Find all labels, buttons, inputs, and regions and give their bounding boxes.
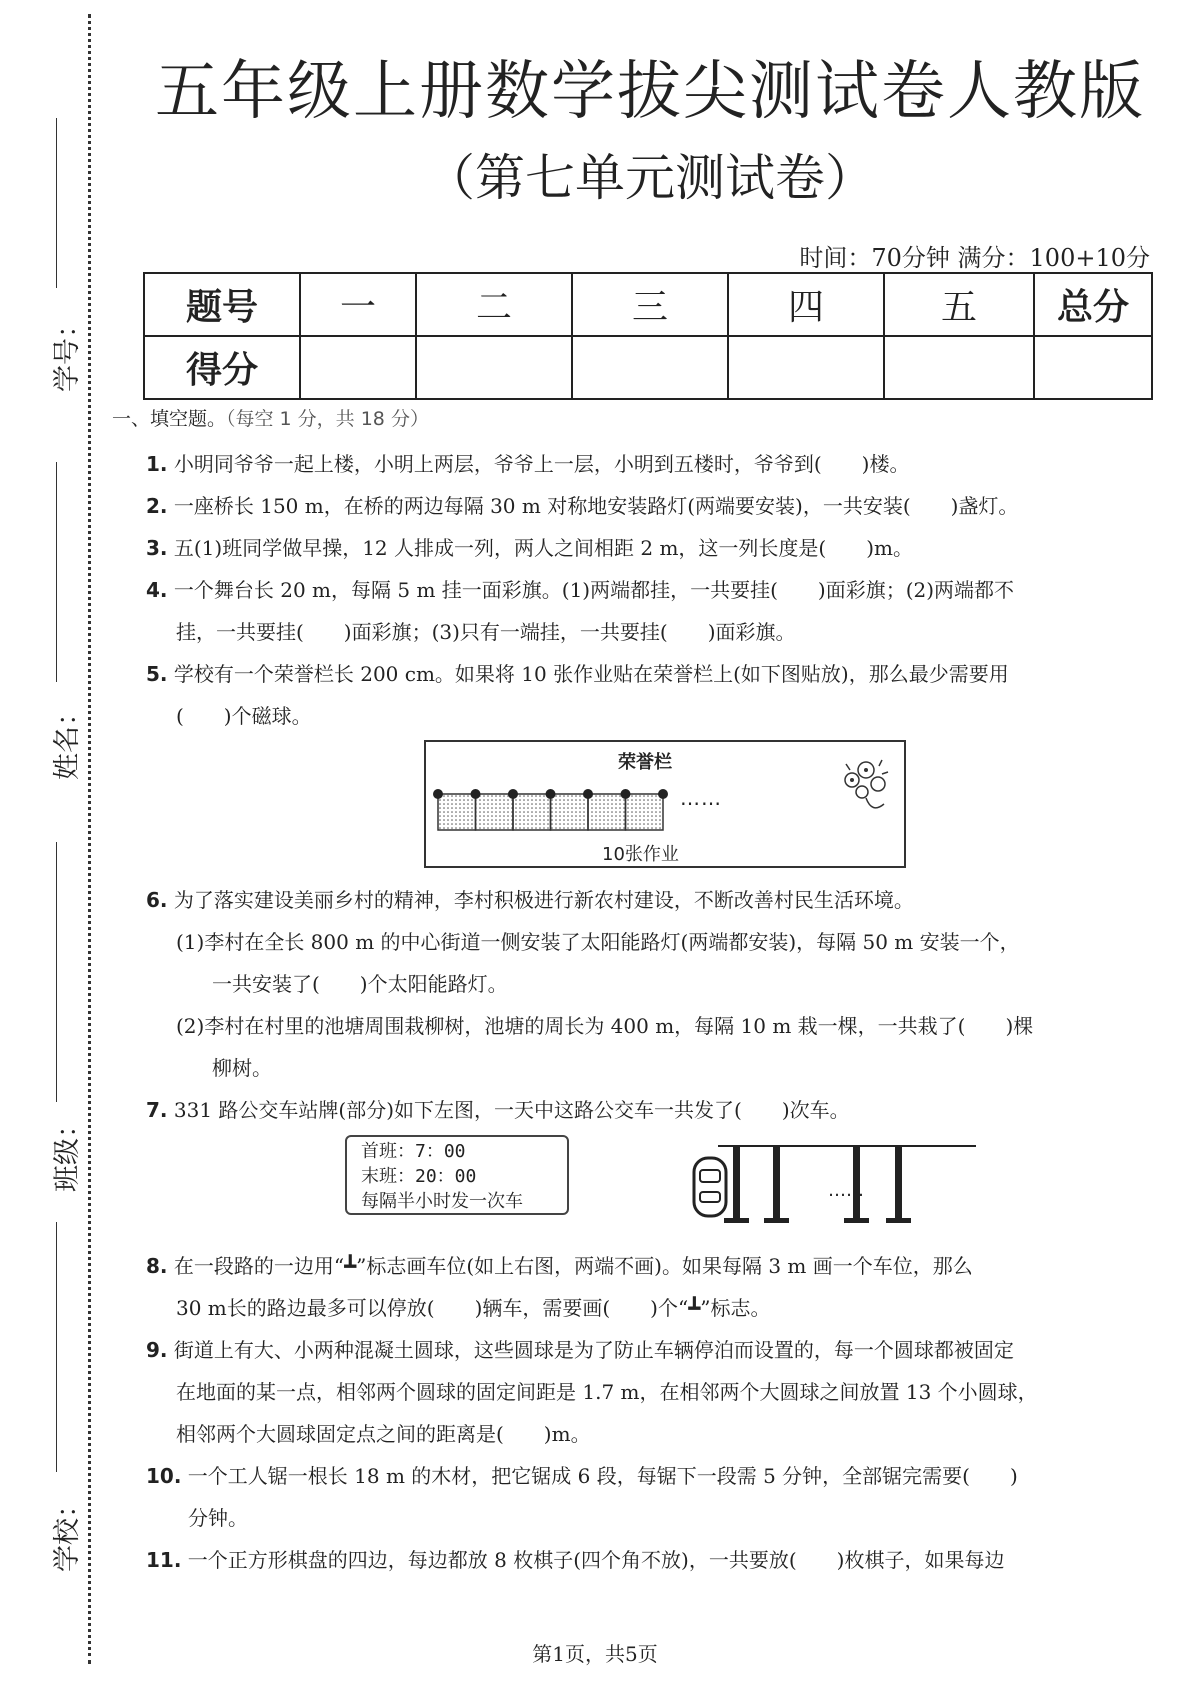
question-text: 为了落实建设美丽乡村的精神，李村积极进行新农村建设，不断改善村民生活环境。: [173, 888, 914, 912]
more-sheets-ellipsis: ……: [680, 786, 722, 810]
homework-sheet: [551, 794, 589, 830]
question-number: 4.: [146, 578, 168, 602]
parking-figure: [688, 1140, 978, 1230]
question-3: [146, 532, 913, 561]
question-number: 6.: [146, 888, 168, 912]
question-9: [146, 1334, 1014, 1363]
question-10: [146, 1460, 1018, 1489]
magnet: [583, 789, 593, 799]
question-number: 8.: [146, 1254, 168, 1278]
question-text: 331 路公交车站牌(部分)如下左图，一天中这路公交车一共发了( )次车。: [173, 1098, 850, 1122]
parking-marker: [724, 1146, 749, 1223]
parking-markers: [724, 1146, 911, 1223]
question-number: 10.: [146, 1464, 182, 1488]
page-number: 第1页，共5页: [532, 1642, 658, 1666]
question-1: [146, 448, 909, 477]
student-id-label: 学号：: [52, 311, 83, 392]
score-cell[interactable]: [728, 336, 884, 399]
question-number: 3.: [146, 536, 168, 560]
magnet: [508, 789, 518, 799]
question-4: [146, 574, 1014, 603]
score-cell[interactable]: [1034, 336, 1152, 399]
question-8: [146, 1250, 973, 1279]
score-header-cell: 五: [884, 273, 1034, 336]
flower-icon: [845, 760, 888, 808]
question-9-continued-2: 相邻两个大圆球固定点之间的距离是( )m。: [176, 1422, 591, 1446]
magnet: [471, 789, 481, 799]
question-number: 5.: [146, 662, 168, 686]
question-text: 一个工人锯一根长 18 m 的木材，把它锯成 6 段，每锯下一段需 5 分钟，全部锯完需要( ): [187, 1464, 1018, 1488]
honor-board-label: 荣誉栏: [618, 752, 672, 773]
question-number: 9.: [146, 1338, 168, 1362]
question-text: 一座桥长 150 m，在桥的两边每隔 30 m 对称地安装路灯(两端要安装)，一共安装( )盏灯。: [173, 494, 1019, 518]
score-header-cell: 总分: [1034, 273, 1152, 336]
score-header-cell: 一: [300, 273, 416, 336]
question-number: 2.: [146, 494, 168, 518]
question-5: [146, 658, 1009, 687]
section-title: 一、填空题。: [112, 408, 227, 430]
homework-sheet: [476, 794, 514, 830]
name-label: 姓名：: [52, 699, 83, 780]
question-2: [146, 490, 1018, 519]
score-cell[interactable]: [884, 336, 1034, 399]
last-bus-time: 末班：20：00: [361, 1166, 477, 1187]
question-number: 1.: [146, 452, 168, 476]
homework-sheet: [588, 794, 626, 830]
question-text: 学校有一个荣誉栏长 200 cm。如果将 10 张作业贴在荣誉栏上(如下图贴放)，那么最少需要用: [173, 662, 1009, 686]
score-table-header-row: [144, 273, 1152, 336]
magnet: [621, 789, 631, 799]
score-row-label: 得分: [144, 336, 300, 399]
name-line: [56, 462, 57, 682]
parking-ellipsis: ……: [828, 1180, 864, 1201]
question-9-continued: 在地面的某一点，相邻两个圆球的固定间距是 1.7 m，在相邻两个大圆球之间放置 13 个小圆球，: [176, 1380, 1038, 1404]
question-6: [146, 884, 914, 913]
homework-sheet: [438, 794, 476, 830]
question-6-part-1-continued: 一共安装了( )个太阳能路灯。: [212, 972, 508, 996]
homework-sheet: [513, 794, 551, 830]
score-header-cell: 三: [572, 273, 728, 336]
section-note: （每空 1 分，共 18 分）: [226, 408, 429, 430]
school-label: 学校：: [52, 1491, 83, 1572]
student-id-line: [56, 118, 57, 288]
question-text: 一个正方形棋盘的四边，每边都放 8 枚棋子(四个角不放)，一共要放( )枚棋子，如果每边: [187, 1548, 1005, 1572]
score-header-cell: 四: [728, 273, 884, 336]
score-header-cell: 题号: [144, 273, 300, 336]
class-line: [56, 842, 57, 1102]
page-title: 五年级上册数学拔尖测试卷人教版: [155, 55, 1145, 129]
score-header-cell: 二: [416, 273, 572, 336]
score-cell[interactable]: [300, 336, 416, 399]
binding-dotted-line: [88, 14, 91, 1664]
homework-sheets: [433, 789, 668, 830]
score-table: [143, 272, 1153, 400]
question-number: 7.: [146, 1098, 168, 1122]
car-icon: [694, 1158, 726, 1216]
question-6-part-2-continued: 柳树。: [212, 1056, 272, 1080]
first-bus-time: 首班：7：00: [361, 1141, 466, 1162]
magnet: [546, 789, 556, 799]
homework-sheet: [626, 794, 664, 830]
question-8-continued: 30 m长的路边最多可以停放( )辆车，需要画( )个“┻”标志。: [176, 1296, 771, 1320]
time-info: 时间：70分钟 满分：100+10分: [799, 244, 1150, 272]
score-table-row: [144, 336, 1152, 399]
question-10-continued: 分钟。: [188, 1506, 248, 1530]
magnet: [433, 789, 443, 799]
homework-caption: 10张作业: [602, 844, 679, 865]
question-text: 五(1)班同学做早操，12 人排成一列，两人之间相距 2 m，这一列长度是( )m。: [173, 536, 913, 560]
section-heading: [112, 404, 429, 431]
question-text: 在一段路的一边用“┻”标志画车位(如上右图，两端不画)。如果每隔 3 m 画一个车位，那么: [173, 1254, 973, 1278]
parking-marker: [764, 1146, 789, 1223]
bus-interval: 每隔半小时发一次车: [361, 1191, 523, 1212]
honor-board-figure: [424, 740, 906, 868]
score-cell[interactable]: [416, 336, 572, 399]
parking-marker: [886, 1146, 911, 1223]
question-text: 一个舞台长 20 m，每隔 5 m 挂一面彩旗。(1)两端都挂，一共要挂( )面彩旗；(2)两端都不: [173, 578, 1015, 602]
question-7: [146, 1094, 850, 1123]
question-11: [146, 1544, 1004, 1573]
question-text: 街道上有大、小两种混凝土圆球，这些圆球是为了防止车辆停泊而设置的，每一个圆球都被固定: [173, 1338, 1014, 1362]
school-line: [56, 1222, 57, 1472]
magnet: [658, 789, 668, 799]
question-6-part-1: (1)李村在全长 800 m 的中心街道一侧安装了太阳能路灯(两端都安装)，每隔 50 m 安装一个，: [176, 930, 1020, 954]
bus-stop-sign: [345, 1135, 569, 1215]
score-cell[interactable]: [572, 336, 728, 399]
question-text: 小明同爷爷一起上楼，小明上两层，爷爷上一层，小明到五楼时，爷爷到( )楼。: [173, 452, 910, 476]
question-6-part-2: (2)李村在村里的池塘周围栽柳树，池塘的周长为 400 m，每隔 10 m 栽一棵，一共栽了( )棵: [176, 1014, 1034, 1038]
class-label: 班级：: [52, 1111, 83, 1192]
page-subtitle: （第七单元测试卷）: [425, 149, 875, 207]
question-5-continued: ( )个磁球。: [176, 704, 312, 728]
question-number: 11.: [146, 1548, 182, 1572]
question-4-continued: 挂，一共要挂( )面彩旗；(3)只有一端挂，一共要挂( )面彩旗。: [176, 620, 796, 644]
